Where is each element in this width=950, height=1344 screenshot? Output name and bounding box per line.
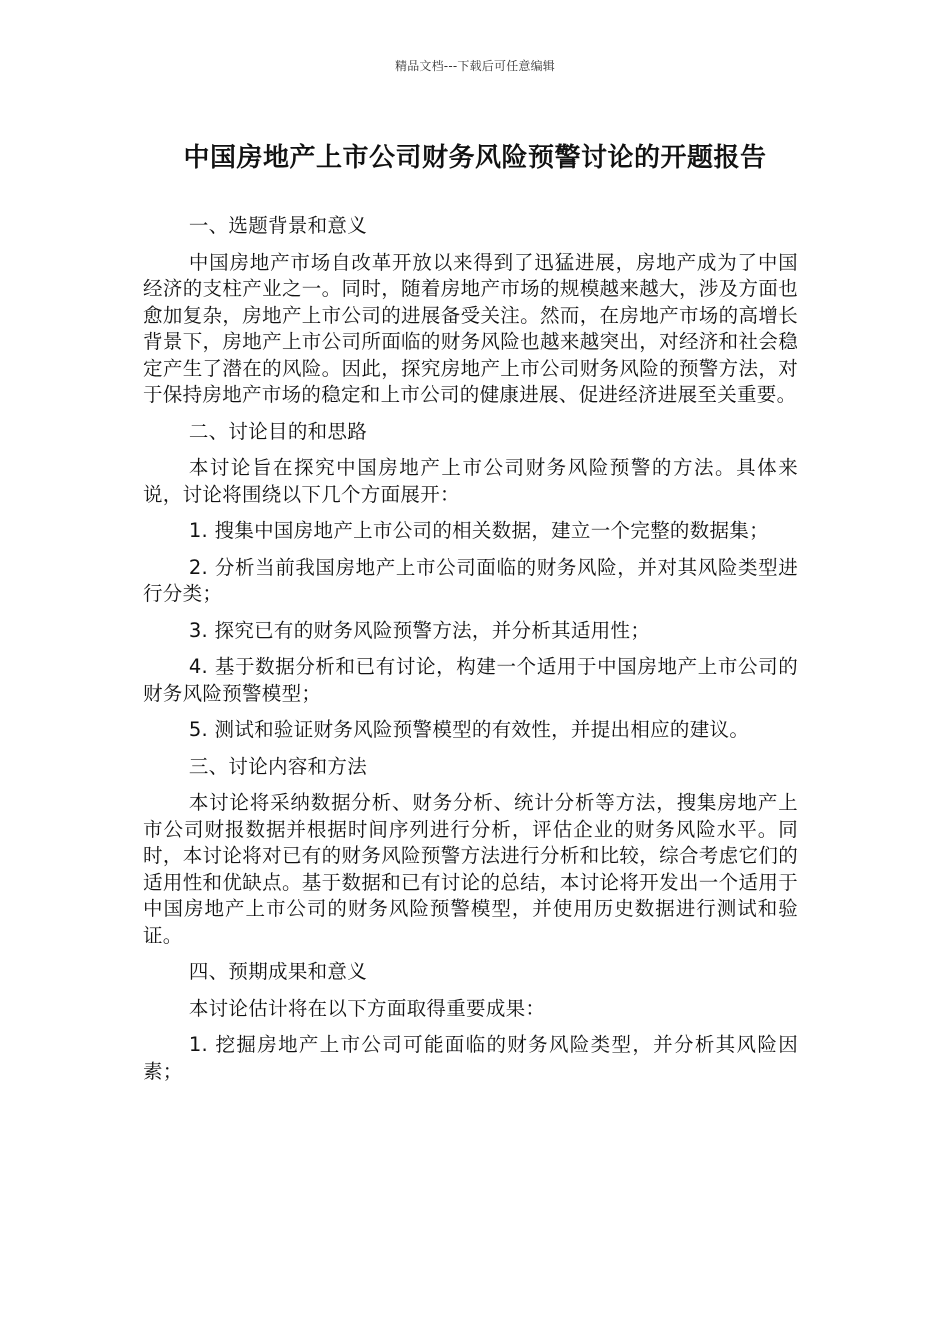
list-item-purpose-4: 4. 基于数据分析和已有讨论，构建一个适用于中国房地产上市公司的财务风险预警模型； [143, 655, 798, 705]
document-title: 中国房地产上市公司财务风险预警讨论的开题报告 [183, 143, 767, 173]
document-body [143, 213, 798, 1095]
list-item-outcomes-1: 1. 挖掘房地产上市公司可能面临的财务风险类型，并分析其风险因素； [143, 1033, 798, 1083]
list-item-purpose-5: 5. 测试和验证财务风险预警模型的有效性，并提出相应的建议。 [188, 718, 750, 741]
list-item-purpose-1: 1. 搜集中国房地产上市公司的相关数据，建立一个完整的数据集； [188, 519, 769, 542]
paragraph-background: 中国房地产市场自改革开放以来得到了迅猛进展，房地产成为了中国经济的支柱产业之一。同时，随着房地产市场的规模越来越大，涉及方面也愈加复杂，房地产上市公司的进展备受关注。然而，在房地产市场的高增长背景下，房地产上市公司所面临的财务风险也越来越突出，对经济和社会稳定产生了潜在的风险。因此，探究房地产上市公司财务风险的预警方法，对于保持房地产市场的稳定和上市公司的健康进展、促进经济进展至关重要。 [143, 250, 798, 406]
header-note: 精品文档---下载后可任意编辑 [395, 59, 555, 73]
list-item-purpose-3: 3. 探究已有的财务风险预警方法，并分析其适用性； [188, 618, 651, 642]
section-heading-methods: 三、讨论内容和方法 [188, 754, 368, 778]
section-heading-background: 一、选题背景和意义 [188, 214, 368, 237]
paragraph-purpose-intro: 本讨论旨在探究中国房地产上市公司财务风险预警的方法。具体来说，讨论将围绕以下几个方面展开： [143, 456, 798, 506]
paragraph-methods: 本讨论将采纳数据分析、财务分析、统计分析等方法，搜集房地产上市公司财报数据并根据时间序列进行分析，评估企业的财务风险水平。同时，本讨论将对已有的财务风险预警方法进行分析和比较，综合考虑它们的适用性和优缺点。基于数据和已有讨论的总结，本讨论将开发出一个适用于中国房地产上市公司的财务风险预警模型，并使用历史数据进行测试和验证。 [143, 791, 798, 947]
list-item-purpose-2: 2. 分析当前我国房地产上市公司面临的财务风险，并对其风险类型进行分类； [143, 555, 798, 605]
section-heading-outcomes: 四、预期成果和意义 [188, 960, 368, 983]
section-heading-purpose: 二、讨论目的和思路 [188, 419, 368, 443]
paragraph-outcomes-intro: 本讨论估计将在以下方面取得重要成果： [188, 996, 546, 1020]
